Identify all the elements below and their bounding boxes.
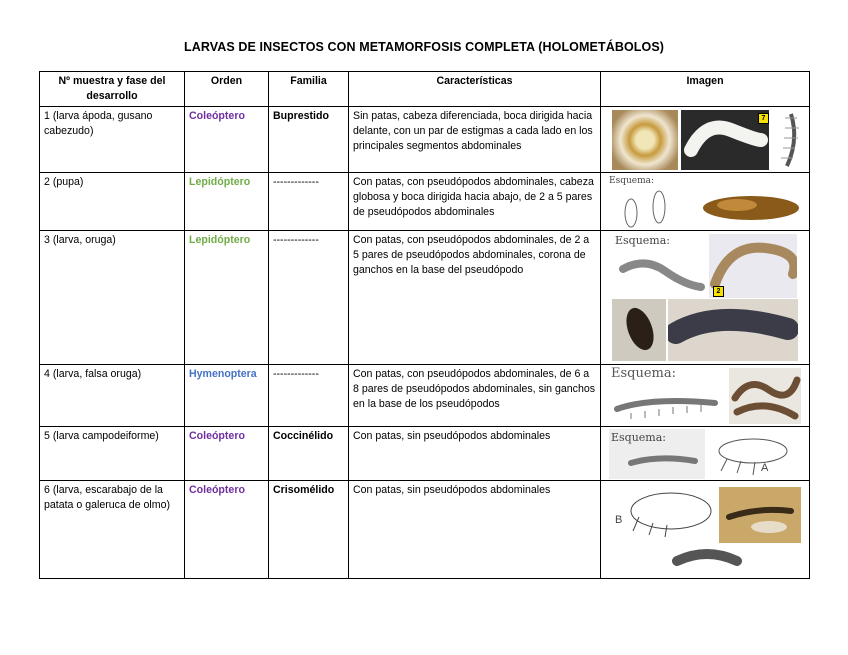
table-row (40, 481, 810, 579)
table-row (40, 107, 810, 173)
crisomelido-drawing (671, 545, 743, 577)
cell-orden: Coleóptero (185, 107, 269, 173)
figure-letter: A (761, 462, 769, 474)
pupa-drawing (615, 185, 695, 229)
falsa-oruga-drawing (611, 385, 721, 423)
table-row (40, 427, 810, 481)
esquema-label: Esquema: (615, 234, 671, 247)
table-row (40, 231, 810, 365)
cell-muestra: 1 (larva ápoda, gusano cabezudo) (40, 107, 185, 173)
cell-imagen (601, 173, 810, 231)
falsa-oruga-photo (729, 368, 801, 424)
cell-imagen (601, 481, 810, 579)
cell-caracteristicas: Con patas, sin pseudópodos abdominales (349, 427, 601, 481)
oruga-photo-2 (612, 299, 666, 361)
cell-orden: Lepidóptero (185, 231, 269, 365)
cell-familia: Crisomélido (269, 481, 349, 579)
cell-caracteristicas: Con patas, con pseudópodos abdominales, cabeza globosa y boca dirigida hacia abajo, de 2 a 5 pares de pseudópodos abdominales (349, 173, 601, 231)
cell-familia: ------------- (269, 231, 349, 365)
cell-familia: ------------- (269, 365, 349, 427)
larva-photo-1a (612, 110, 678, 170)
esquema-label: Esquema: (611, 366, 677, 381)
cell-orden: Hymenoptera (185, 365, 269, 427)
oruga-drawing (615, 247, 705, 297)
cell-caracteristicas: Con patas, con pseudópodos abdominales, de 6 a 8 pares de pseudópodos abdominales, sin ganchos en la base de los pseudópodos (349, 365, 601, 427)
cell-muestra: 3 (larva, oruga) (40, 231, 185, 365)
crisomelido-photo (719, 487, 801, 543)
header-familia: Familia (269, 72, 349, 107)
crisomelido-drawing-b (625, 487, 717, 539)
header-orden: Orden (185, 72, 269, 107)
cell-imagen (601, 427, 810, 481)
cell-imagen (601, 365, 810, 427)
table-row (40, 365, 810, 427)
cell-imagen (601, 107, 810, 173)
figure-letter: B (615, 514, 623, 526)
campodeiforme-drawing-a (711, 431, 803, 479)
larva-photo-1b (681, 110, 769, 170)
header-caracteristicas: Características (349, 72, 601, 107)
esquema-label: Esquema: (611, 431, 667, 444)
header-row (40, 72, 810, 107)
esquema-label: Esquema: (609, 176, 655, 186)
cell-muestra: 6 (larva, escarabajo de la patata o galeruca de olmo) (40, 481, 185, 579)
cell-familia: Buprestido (269, 107, 349, 173)
cell-familia: ------------- (269, 173, 349, 231)
cell-orden: Coleóptero (185, 427, 269, 481)
header-muestra: Nº muestra y fase del desarrollo (40, 72, 185, 107)
larvae-table (39, 71, 810, 579)
cell-caracteristicas: Con patas, con pseudópodos abdominales, de 2 a 5 pares de pseudópodos abdominales, corona de ganchos en la base del pseudópodo (349, 231, 601, 365)
cell-imagen (601, 231, 810, 365)
cell-muestra: 4 (larva, falsa oruga) (40, 365, 185, 427)
pupa-photo (697, 191, 801, 225)
cell-orden: Lepidóptero (185, 173, 269, 231)
cell-caracteristicas: Sin patas, cabeza diferenciada, boca dirigida hacia delante, con un par de estigmas a cada lado en los principales segmentos abdominales (349, 107, 601, 173)
photo-badge: 7 (758, 113, 769, 124)
header-imagen: Imagen (601, 72, 810, 107)
cell-muestra: 5 (larva campodeiforme) (40, 427, 185, 481)
cell-caracteristicas: Con patas, sin pseudópodos abdominales (349, 481, 601, 579)
table-row (40, 173, 810, 231)
oruga-photo-3 (668, 299, 798, 361)
document-title: LARVAS DE INSECTOS CON METAMORFOSIS COMPLETA (HOLOMETÁBOLOS) (183, 40, 665, 54)
larva-drawing-1 (773, 110, 807, 170)
cell-familia: Coccinélido (269, 427, 349, 481)
photo-badge: 2 (713, 286, 724, 297)
campodeiforme-drawing (609, 429, 705, 479)
cell-muestra: 2 (pupa) (40, 173, 185, 231)
cell-orden: Coleóptero (185, 481, 269, 579)
